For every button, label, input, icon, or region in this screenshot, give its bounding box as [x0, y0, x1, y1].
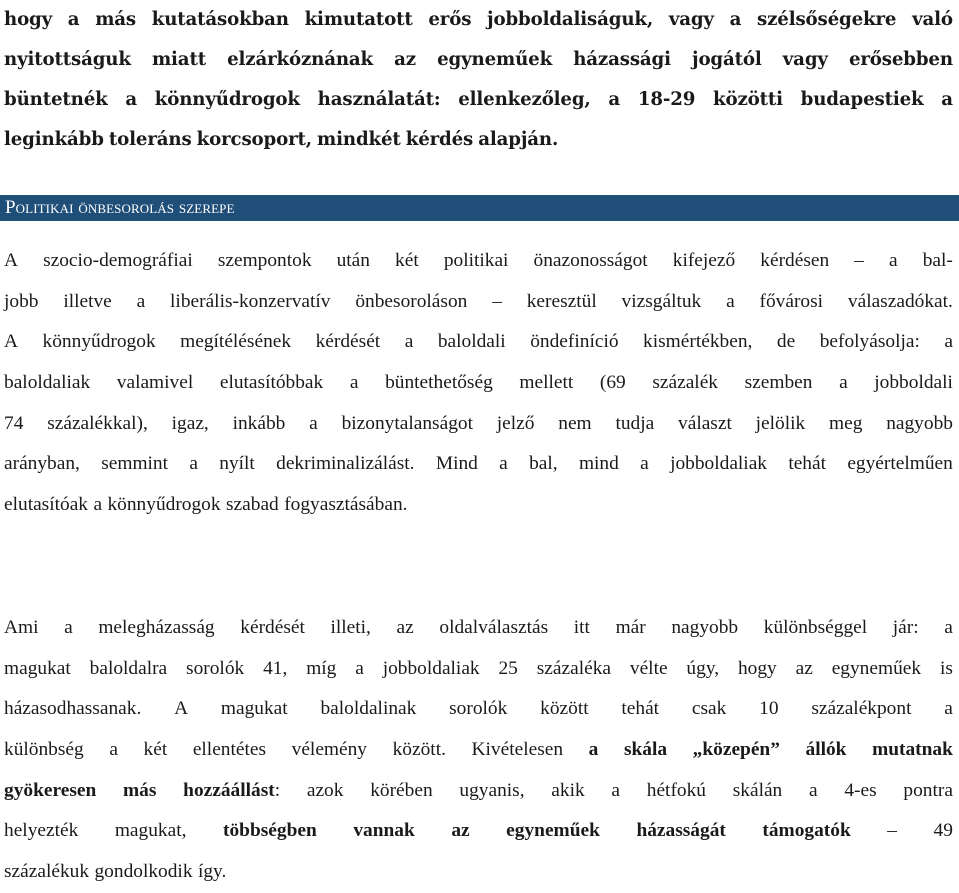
text-line	[4, 80, 953, 120]
word: jobboldaliak	[670, 453, 767, 475]
word: de	[776, 331, 796, 353]
word: skálán	[732, 779, 783, 801]
word: hétfokú	[646, 779, 706, 801]
word: százalékuk	[4, 861, 90, 883]
word: a	[499, 453, 508, 475]
word: szélsőségekre	[757, 9, 897, 30]
word: úgy,	[686, 657, 720, 679]
word: fogyasztásában.	[284, 494, 408, 516]
word: inkább	[232, 412, 286, 434]
word: százalékpont	[811, 698, 912, 720]
word: elutasítóbbak	[219, 372, 324, 394]
word: magukat,	[114, 820, 187, 842]
word: a	[944, 331, 953, 353]
text-line	[4, 0, 953, 40]
section-heading-bar	[0, 195, 959, 221]
word: állók	[805, 739, 847, 761]
word: mind	[578, 453, 619, 475]
word: korcsoport,	[196, 129, 312, 150]
word: a	[93, 494, 103, 516]
word: szempontok	[217, 250, 312, 271]
word: könnyűdrogok	[107, 494, 221, 516]
word: mellett	[519, 372, 574, 394]
word: után	[336, 250, 370, 271]
text-line	[4, 120, 953, 160]
text-line	[4, 282, 953, 323]
word: arányban,	[4, 453, 80, 475]
word: vagy	[668, 9, 714, 30]
word: helyezték	[4, 820, 79, 842]
word: oldalválasztás	[439, 617, 549, 638]
word: tudja	[615, 412, 655, 434]
word: 10	[759, 698, 779, 720]
word: tehát	[788, 453, 826, 475]
word: egyneműek	[506, 820, 600, 842]
word: egyértelműen	[847, 453, 953, 475]
word: ellentétes	[192, 739, 267, 761]
word: a	[608, 89, 621, 110]
word: a	[889, 250, 898, 271]
word: a	[404, 331, 414, 353]
word: egyneműek	[831, 657, 922, 679]
word: jelző	[496, 412, 535, 434]
word: szabad	[226, 494, 279, 516]
word: a	[355, 657, 364, 679]
word: ugyanis,	[459, 779, 525, 801]
word: 41,	[263, 657, 288, 679]
text-line	[4, 241, 953, 282]
word: szemben	[744, 372, 813, 394]
word: bal,	[529, 453, 558, 475]
word: a	[136, 290, 146, 312]
word: két	[143, 739, 168, 761]
word: a	[729, 9, 742, 30]
word: mutatnak	[872, 739, 953, 761]
word: már	[615, 617, 646, 638]
text-line	[4, 649, 953, 690]
word: mindkét	[317, 129, 401, 150]
word: 25	[498, 657, 518, 679]
word: tehát	[621, 698, 660, 720]
word: melegházasság	[98, 617, 215, 638]
paragraph-drugs	[4, 241, 953, 526]
word: házassági	[573, 49, 671, 70]
word: körében	[370, 779, 433, 801]
word: kérdését	[240, 617, 305, 638]
word: hogy	[4, 9, 53, 30]
word: jobb	[4, 290, 39, 312]
word: valamivel	[116, 372, 194, 394]
word: miatt	[151, 49, 206, 70]
word: a	[944, 617, 953, 638]
word: vélemény	[291, 739, 368, 761]
text-line	[4, 730, 953, 771]
word: a	[349, 372, 359, 394]
word: válaszadókat.	[847, 290, 953, 312]
word: politikai	[443, 250, 509, 271]
word: Ami	[4, 617, 39, 638]
word: házasságát	[636, 820, 726, 842]
word: is	[939, 657, 953, 679]
word: kérdés	[405, 129, 474, 150]
word: kérdésen	[760, 250, 830, 271]
word: erősebben	[848, 49, 953, 70]
word: (69	[599, 372, 626, 394]
word: megítélésének	[180, 331, 292, 353]
text-line	[4, 322, 953, 363]
word: gyökeresen	[4, 779, 97, 801]
word: elutasítóak	[4, 494, 89, 516]
word: a	[309, 412, 318, 434]
word: igaz,	[171, 412, 209, 434]
word: választ	[678, 412, 732, 434]
word: nyílt	[219, 453, 255, 475]
word: toleráns	[108, 129, 192, 150]
text-line	[4, 811, 953, 852]
word: könnyűdrogok	[42, 331, 156, 353]
word: nem	[558, 412, 592, 434]
word: nyitottságuk	[4, 49, 131, 70]
word: az	[394, 49, 416, 70]
word: –	[887, 820, 897, 842]
word: a	[109, 739, 118, 761]
word: a	[588, 739, 599, 761]
word: magukat	[4, 657, 71, 679]
word: kimutatott	[304, 9, 413, 30]
word: itt	[573, 617, 590, 638]
text-line	[4, 771, 953, 812]
word: való	[912, 9, 953, 30]
word: között	[540, 698, 589, 720]
word: önbesoroláson	[355, 290, 468, 312]
word: bizonytalanságot	[341, 412, 473, 434]
word: kérdését	[315, 331, 381, 353]
word: a	[839, 372, 848, 394]
word: a	[67, 9, 80, 30]
word: a	[941, 89, 953, 110]
word: meg	[829, 412, 863, 434]
word: befolyásolja:	[819, 331, 920, 353]
word: magukat	[220, 698, 288, 720]
word: baloldali	[437, 331, 506, 353]
word: különbség	[4, 739, 84, 761]
word: vannak	[353, 820, 415, 842]
text-line	[4, 404, 953, 445]
word: a	[809, 779, 818, 801]
text-line	[4, 444, 953, 485]
word: jobboldali	[874, 372, 953, 394]
word: hozzáállást:	[183, 779, 281, 801]
word: a	[189, 453, 198, 475]
word: egyneműek	[437, 49, 553, 70]
text-line	[4, 363, 953, 404]
word: százalék	[652, 372, 718, 394]
word: nagyobb	[671, 617, 739, 638]
text-line	[4, 40, 953, 80]
word: vélte	[629, 657, 668, 679]
word: kutatásokban	[151, 9, 289, 30]
word: hogy	[737, 657, 777, 679]
word: más	[123, 779, 157, 801]
word: azok	[306, 779, 344, 801]
word: önazonosságot	[533, 250, 648, 271]
word: bal-	[922, 250, 953, 271]
word: használatát:	[317, 89, 441, 110]
intro-paragraph	[4, 0, 953, 160]
word: pontra	[903, 779, 953, 801]
word: jogától	[692, 49, 762, 70]
word: liberális-konzervatív	[170, 290, 331, 312]
word: –	[492, 290, 502, 312]
word: leginkább	[4, 129, 104, 150]
word: így.	[197, 861, 227, 883]
word: ellenkezőleg,	[458, 89, 591, 110]
word: különbséggel	[763, 617, 868, 638]
text-line	[4, 852, 953, 893]
word: az	[396, 617, 414, 638]
word: baloldalra	[89, 657, 168, 679]
word: fővárosi	[759, 290, 824, 312]
word: gondolkodik	[94, 861, 193, 883]
word: dekriminalizálást.	[276, 453, 415, 475]
word: Kivételesen	[471, 739, 564, 761]
word: „közepén”	[692, 739, 780, 761]
word: a	[64, 617, 73, 638]
word: százaléka	[536, 657, 612, 679]
word: jobboldaliságuk,	[487, 9, 654, 30]
word: illetve	[63, 290, 112, 312]
word: 4-es	[844, 779, 877, 801]
word: semmint	[101, 453, 169, 475]
word: büntethetőség	[385, 372, 493, 394]
word: más	[95, 9, 137, 30]
word: a	[944, 698, 953, 720]
word: –	[854, 250, 864, 271]
word: vizsgáltuk	[621, 290, 702, 312]
word: két	[395, 250, 419, 271]
word: a	[640, 453, 649, 475]
word: Mind	[435, 453, 478, 475]
word: A	[174, 698, 189, 720]
word: elzárkóznának	[227, 49, 373, 70]
word: keresztül	[526, 290, 597, 312]
word: sorolók	[449, 698, 508, 720]
word: illeti,	[330, 617, 371, 638]
word: A	[4, 250, 19, 271]
word: százalékkal),	[47, 412, 148, 434]
word: kifejező	[672, 250, 736, 271]
word: erős	[428, 9, 472, 30]
word: között.	[392, 739, 446, 761]
word: közötti	[713, 89, 783, 110]
word: az	[795, 657, 813, 679]
word: baloldaliak	[4, 372, 91, 394]
word: skála	[623, 739, 668, 761]
word: kismértékben,	[643, 331, 753, 353]
word: a	[726, 290, 735, 312]
word: akik	[551, 779, 585, 801]
word: többségben	[223, 820, 317, 842]
word: baloldalinak	[320, 698, 417, 720]
word: a	[611, 779, 621, 801]
word: büntetnék	[4, 89, 108, 110]
word: jobboldaliak	[382, 657, 480, 679]
word: 18-29	[637, 89, 696, 110]
word: nagyobb	[886, 412, 953, 434]
word: az	[451, 820, 470, 842]
word: öndefiníció	[530, 331, 619, 353]
text-line	[4, 608, 953, 649]
word: támogatók	[762, 820, 851, 842]
word: 49	[933, 820, 953, 842]
word: a	[125, 89, 138, 110]
word: szocio-demográfiai	[43, 250, 193, 271]
word: házasodhassanak.	[4, 698, 142, 720]
word: budapestiek	[800, 89, 924, 110]
word: vagy	[782, 49, 828, 70]
word: jár:	[892, 617, 919, 638]
text-line	[4, 485, 953, 526]
word: alapján.	[478, 129, 559, 150]
word: könnyűdrogok	[154, 89, 300, 110]
paragraph-marriage	[4, 608, 953, 893]
text-line	[4, 689, 953, 730]
word: 74	[4, 412, 24, 434]
word: A	[4, 331, 19, 353]
word: csak	[691, 698, 727, 720]
word: jelölik	[755, 412, 806, 434]
section-heading: Politikai önbesorolás szerepe	[5, 197, 235, 218]
word: míg	[306, 657, 337, 679]
word: sorolók	[186, 657, 245, 679]
